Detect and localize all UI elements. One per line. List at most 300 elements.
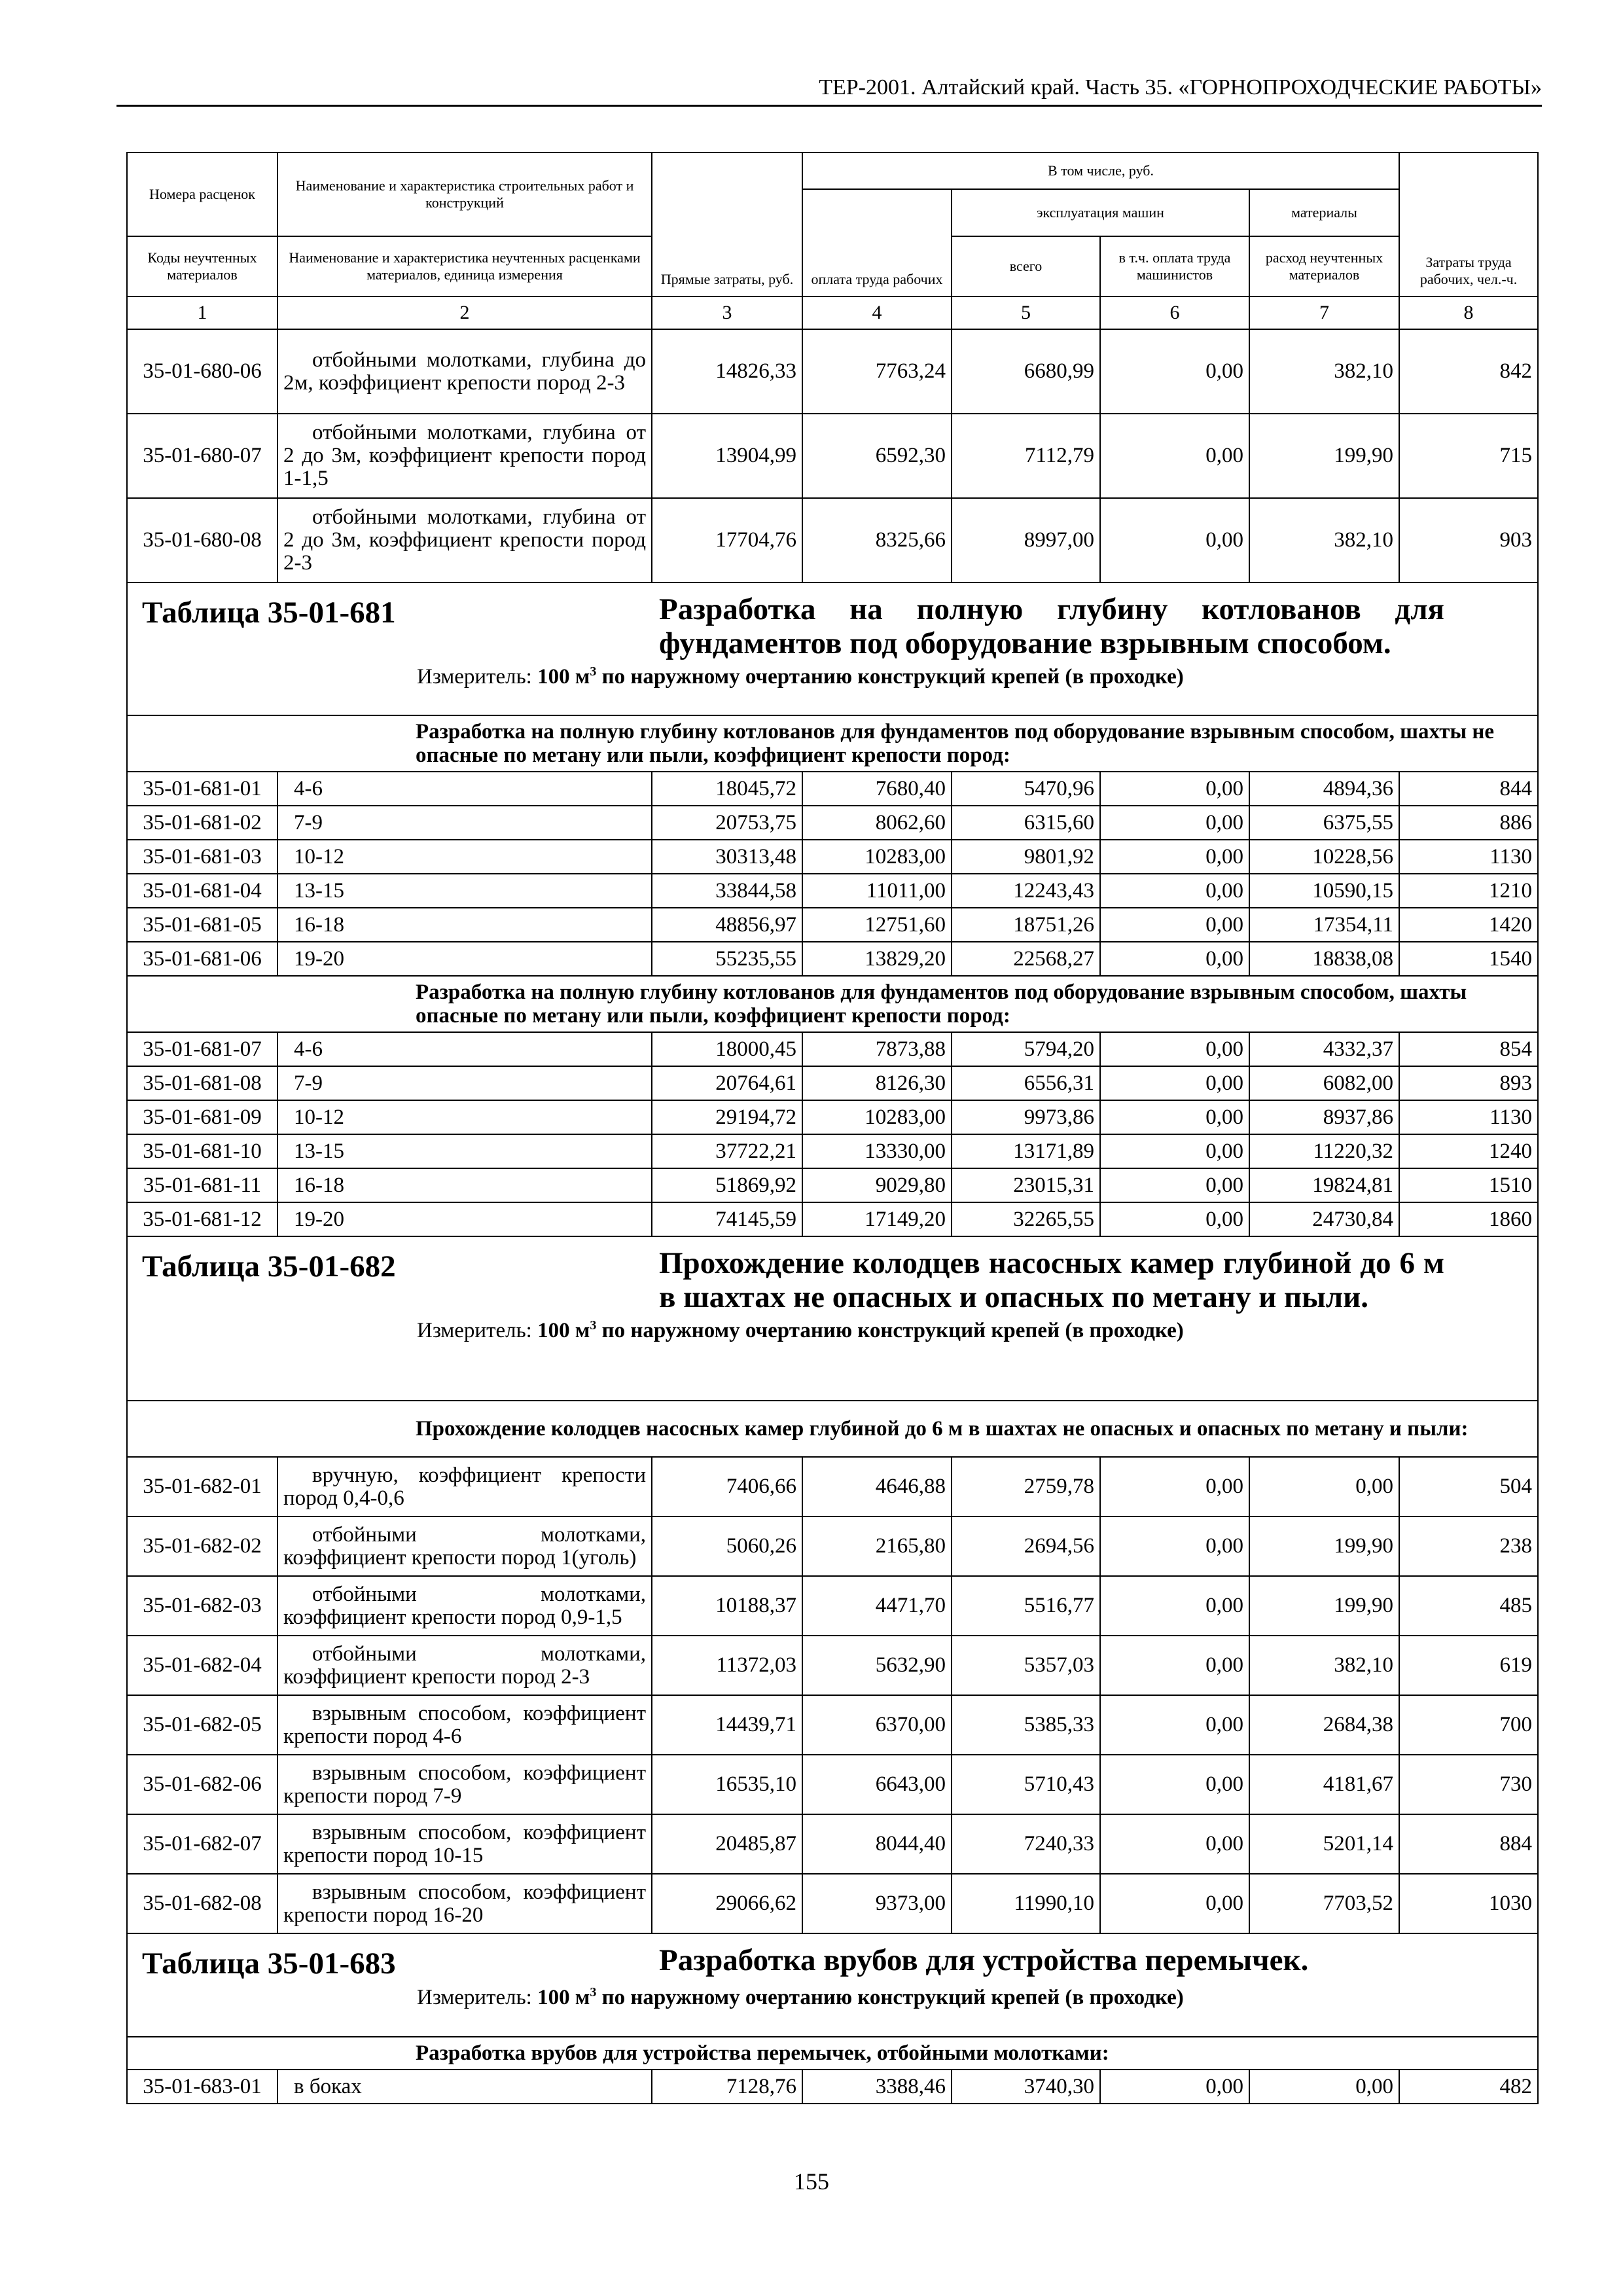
labor-hours: 482 bbox=[1399, 2070, 1538, 2104]
materials-cost: 5201,14 bbox=[1249, 1814, 1399, 1874]
column-numbers-row bbox=[127, 296, 1538, 329]
work-description-text: 13-15 bbox=[294, 878, 344, 903]
table-row bbox=[127, 1814, 1538, 1874]
direct-cost: 7128,76 bbox=[652, 2070, 802, 2104]
labor-hours: 238 bbox=[1399, 1516, 1538, 1576]
materials-cost: 4332,37 bbox=[1249, 1032, 1399, 1066]
work-description-text: 16-18 bbox=[294, 912, 344, 937]
col2-top-header: Наименование и характеристика строительных работ и конструкций bbox=[277, 152, 652, 236]
table-header bbox=[127, 152, 1538, 329]
work-description-text: 7-9 bbox=[294, 810, 323, 834]
work-description bbox=[277, 414, 652, 498]
materials-cost: 11220,32 bbox=[1249, 1134, 1399, 1168]
materials-header: материалы bbox=[1249, 189, 1399, 236]
operator-labor-cost: 0,00 bbox=[1100, 1814, 1249, 1874]
rate-code: 35-01-681-07 bbox=[127, 1032, 277, 1066]
labor-cost: 7873,88 bbox=[802, 1032, 952, 1066]
table-row bbox=[127, 806, 1538, 840]
table-row bbox=[127, 2070, 1538, 2104]
materials-cost: 7703,52 bbox=[1249, 1874, 1399, 1933]
labor-hours: 886 bbox=[1399, 806, 1538, 840]
table-title-row bbox=[127, 1236, 1538, 1401]
rate-code: 35-01-682-02 bbox=[127, 1516, 277, 1576]
operator-labor-cost: 0,00 bbox=[1100, 1457, 1249, 1516]
direct-cost: 55235,55 bbox=[652, 942, 802, 976]
subheading: Разработка врубов для устройства перемычек, отбойными молотками: bbox=[127, 2037, 1538, 2070]
labor-hours: 1860 bbox=[1399, 1202, 1538, 1236]
column-number: 2 bbox=[277, 296, 652, 329]
labor-cost: 8325,66 bbox=[802, 498, 952, 583]
materials-cost: 2684,38 bbox=[1249, 1695, 1399, 1755]
col7-header: расход неучтенных материалов bbox=[1249, 236, 1399, 296]
work-description bbox=[277, 874, 652, 908]
work-description bbox=[277, 1516, 652, 1576]
table-title-cell bbox=[127, 583, 1538, 715]
operator-labor-cost: 0,00 bbox=[1100, 1066, 1249, 1100]
table-row bbox=[127, 874, 1538, 908]
materials-cost: 10590,15 bbox=[1249, 874, 1399, 908]
work-description bbox=[277, 2070, 652, 2104]
measure-unit bbox=[537, 1319, 1184, 1342]
materials-cost: 199,90 bbox=[1249, 1576, 1399, 1636]
work-description bbox=[277, 1066, 652, 1100]
operator-labor-cost: 0,00 bbox=[1100, 2070, 1249, 2104]
machine-cost: 6315,60 bbox=[952, 806, 1100, 840]
materials-cost: 6375,55 bbox=[1249, 806, 1399, 840]
work-description bbox=[277, 1134, 652, 1168]
measure-rest: по наружному очертанию конструкций крепей (в проходке) bbox=[601, 665, 1184, 689]
work-description-text: в боках bbox=[294, 2074, 362, 2098]
subheading: Разработка на полную глубину котлованов для фундаментов под оборудование взрывным способом, шахты опасные по метану или пыли, коэффициент крепости пород: bbox=[127, 976, 1538, 1032]
labor-cost: 6370,00 bbox=[802, 1695, 952, 1755]
operator-labor-cost: 0,00 bbox=[1100, 1032, 1249, 1066]
incl-header: В том числе, руб. bbox=[802, 152, 1399, 189]
rate-code: 35-01-682-06 bbox=[127, 1755, 277, 1814]
machine-cost: 5794,20 bbox=[952, 1032, 1100, 1066]
work-description-text: взрывным способом, коэффициент крепости пород 7-9 bbox=[283, 1761, 646, 1808]
table-row bbox=[127, 1168, 1538, 1202]
labor-cost: 6643,00 bbox=[802, 1755, 952, 1814]
direct-cost: 16535,10 bbox=[652, 1755, 802, 1814]
rate-code: 35-01-681-02 bbox=[127, 806, 277, 840]
labor-hours: 903 bbox=[1399, 498, 1538, 583]
table-title-cell bbox=[127, 1933, 1538, 2037]
work-description-text: отбойными молотками, коэффициент крепости пород 0,9-1,5 bbox=[283, 1582, 646, 1629]
measure-line bbox=[142, 1981, 1532, 2013]
direct-cost: 10188,37 bbox=[652, 1576, 802, 1636]
rate-code: 35-01-681-06 bbox=[127, 942, 277, 976]
direct-cost: 7406,66 bbox=[652, 1457, 802, 1516]
labor-cost: 13330,00 bbox=[802, 1134, 952, 1168]
operator-labor-cost: 0,00 bbox=[1100, 840, 1249, 874]
labor-cost: 2165,80 bbox=[802, 1516, 952, 1576]
machine-cost: 5385,33 bbox=[952, 1695, 1100, 1755]
labor-cost: 11011,00 bbox=[802, 874, 952, 908]
rate-code: 35-01-681-04 bbox=[127, 874, 277, 908]
labor-hours: 893 bbox=[1399, 1066, 1538, 1100]
operator-labor-cost: 0,00 bbox=[1100, 414, 1249, 498]
running-header: ТЕР-2001. Алтайский край. Часть 35. «ГОРНОПРОХОДЧЕСКИЕ РАБОТЫ» bbox=[116, 71, 1542, 107]
work-description bbox=[277, 908, 652, 942]
machines-header: эксплуатация машин bbox=[952, 189, 1249, 236]
machine-cost: 5470,96 bbox=[952, 772, 1100, 806]
table-row bbox=[127, 1636, 1538, 1695]
labor-hours: 1030 bbox=[1399, 1874, 1538, 1933]
table-row bbox=[127, 1874, 1538, 1933]
direct-cost: 17704,76 bbox=[652, 498, 802, 583]
table-row bbox=[127, 1100, 1538, 1134]
measure-value: 100 м bbox=[537, 1319, 590, 1342]
operator-labor-cost: 0,00 bbox=[1100, 874, 1249, 908]
rate-code: 35-01-681-05 bbox=[127, 908, 277, 942]
table-row bbox=[127, 498, 1538, 583]
materials-cost: 0,00 bbox=[1249, 2070, 1399, 2104]
table-number: Таблица 35-01-683 bbox=[142, 1946, 396, 1981]
work-description-text: 19-20 bbox=[294, 946, 344, 971]
labor-hours: 842 bbox=[1399, 329, 1538, 414]
rate-code: 35-01-682-08 bbox=[127, 1874, 277, 1933]
rate-code: 35-01-681-12 bbox=[127, 1202, 277, 1236]
labor-cost: 8044,40 bbox=[802, 1814, 952, 1874]
labor-hours: 715 bbox=[1399, 414, 1538, 498]
col2-bottom-header: Наименование и характеристика неучтенных расценками материалов, единица измерения bbox=[277, 236, 652, 296]
column-number: 7 bbox=[1249, 296, 1399, 329]
operator-labor-cost: 0,00 bbox=[1100, 1100, 1249, 1134]
table-row bbox=[127, 772, 1538, 806]
work-description-text: отбойными молотками, коэффициент крепости пород 2-3 bbox=[283, 1641, 646, 1689]
direct-cost: 13904,99 bbox=[652, 414, 802, 498]
labor-hours: 504 bbox=[1399, 1457, 1538, 1516]
table-row bbox=[127, 840, 1538, 874]
rate-code: 35-01-681-03 bbox=[127, 840, 277, 874]
machine-cost: 3740,30 bbox=[952, 2070, 1100, 2104]
labor-cost: 12751,60 bbox=[802, 908, 952, 942]
table-row bbox=[127, 1695, 1538, 1755]
materials-cost: 19824,81 bbox=[1249, 1168, 1399, 1202]
labor-cost: 9029,80 bbox=[802, 1168, 952, 1202]
table-row bbox=[127, 1755, 1538, 1814]
work-description-text: вручную, коэффициент крепости пород 0,4-0,6 bbox=[283, 1463, 646, 1510]
measure-unit bbox=[537, 1986, 1184, 2009]
direct-cost: 11372,03 bbox=[652, 1636, 802, 1695]
operator-labor-cost: 0,00 bbox=[1100, 1202, 1249, 1236]
work-description bbox=[277, 1695, 652, 1755]
subheading-row bbox=[127, 976, 1538, 1032]
operator-labor-cost: 0,00 bbox=[1100, 1636, 1249, 1695]
direct-cost: 29194,72 bbox=[652, 1100, 802, 1134]
labor-hours: 1210 bbox=[1399, 874, 1538, 908]
machine-cost: 32265,55 bbox=[952, 1202, 1100, 1236]
table-number: Таблица 35-01-682 bbox=[142, 1249, 396, 1283]
table-row bbox=[127, 1516, 1538, 1576]
machine-cost: 23015,31 bbox=[952, 1168, 1100, 1202]
materials-cost: 6082,00 bbox=[1249, 1066, 1399, 1100]
work-description bbox=[277, 1032, 652, 1066]
machine-cost: 7112,79 bbox=[952, 414, 1100, 498]
labor-cost: 9373,00 bbox=[802, 1874, 952, 1933]
col5-header: всего bbox=[952, 236, 1100, 296]
work-description bbox=[277, 498, 652, 583]
work-description bbox=[277, 1636, 652, 1695]
labor-hours: 730 bbox=[1399, 1755, 1538, 1814]
materials-cost: 18838,08 bbox=[1249, 942, 1399, 976]
machine-cost: 5516,77 bbox=[952, 1576, 1100, 1636]
work-description bbox=[277, 1202, 652, 1236]
page-number: 155 bbox=[794, 2168, 829, 2195]
materials-cost: 4181,67 bbox=[1249, 1755, 1399, 1814]
measure-label: Измеритель: bbox=[417, 665, 532, 689]
labor-hours: 884 bbox=[1399, 1814, 1538, 1874]
labor-hours: 854 bbox=[1399, 1032, 1538, 1066]
materials-cost: 8937,86 bbox=[1249, 1100, 1399, 1134]
table-row bbox=[127, 908, 1538, 942]
table-title: Разработка врубов для устройства перемычек. bbox=[659, 1943, 1309, 1977]
work-description bbox=[277, 1874, 652, 1933]
table-row bbox=[127, 1457, 1538, 1516]
labor-hours: 485 bbox=[1399, 1576, 1538, 1636]
direct-cost: 33844,58 bbox=[652, 874, 802, 908]
table-title-cell bbox=[127, 1236, 1538, 1401]
labor-hours: 619 bbox=[1399, 1636, 1538, 1695]
table-title-block bbox=[142, 592, 1532, 660]
direct-cost: 20753,75 bbox=[652, 806, 802, 840]
work-description-text: 4-6 bbox=[294, 776, 323, 800]
direct-cost: 20485,87 bbox=[652, 1814, 802, 1874]
rate-code: 35-01-681-08 bbox=[127, 1066, 277, 1100]
machine-cost: 8997,00 bbox=[952, 498, 1100, 583]
labor-cost: 6592,30 bbox=[802, 414, 952, 498]
col8-header: Затраты труда рабочих, чел.-ч. bbox=[1399, 152, 1538, 296]
direct-cost: 14826,33 bbox=[652, 329, 802, 414]
table-row bbox=[127, 1066, 1538, 1100]
column-number: 1 bbox=[127, 296, 277, 329]
labor-cost: 4646,88 bbox=[802, 1457, 952, 1516]
measure-unit bbox=[537, 665, 1184, 689]
labor-cost: 7680,40 bbox=[802, 772, 952, 806]
section-683 bbox=[127, 1933, 1538, 2104]
direct-cost: 5060,26 bbox=[652, 1516, 802, 1576]
labor-cost: 4471,70 bbox=[802, 1576, 952, 1636]
table-row bbox=[127, 1134, 1538, 1168]
materials-cost: 24730,84 bbox=[1249, 1202, 1399, 1236]
direct-cost: 18000,45 bbox=[652, 1032, 802, 1066]
labor-cost: 8126,30 bbox=[802, 1066, 952, 1100]
rate-code: 35-01-682-01 bbox=[127, 1457, 277, 1516]
work-description bbox=[277, 329, 652, 414]
rate-code: 35-01-682-05 bbox=[127, 1695, 277, 1755]
machine-cost: 22568,27 bbox=[952, 942, 1100, 976]
direct-cost: 29066,62 bbox=[652, 1874, 802, 1933]
machine-cost: 9801,92 bbox=[952, 840, 1100, 874]
table-title-row bbox=[127, 1933, 1538, 2037]
work-description bbox=[277, 1168, 652, 1202]
col3-header: Прямые затраты, руб. bbox=[652, 152, 802, 296]
machine-cost: 18751,26 bbox=[952, 908, 1100, 942]
work-description-text: 7-9 bbox=[294, 1071, 323, 1095]
labor-hours: 1130 bbox=[1399, 1100, 1538, 1134]
materials-cost: 10228,56 bbox=[1249, 840, 1399, 874]
materials-cost: 382,10 bbox=[1249, 1636, 1399, 1695]
measure-label: Измеритель: bbox=[417, 1319, 532, 1342]
measure-value: 100 м bbox=[537, 665, 590, 689]
labor-hours: 1240 bbox=[1399, 1134, 1538, 1168]
operator-labor-cost: 0,00 bbox=[1100, 1755, 1249, 1814]
machine-cost: 12243,43 bbox=[952, 874, 1100, 908]
table-row bbox=[127, 329, 1538, 414]
rate-code: 35-01-681-09 bbox=[127, 1100, 277, 1134]
rate-code: 35-01-680-06 bbox=[127, 329, 277, 414]
section-682 bbox=[127, 1236, 1538, 1933]
machine-cost: 9973,86 bbox=[952, 1100, 1100, 1134]
rate-code: 35-01-682-04 bbox=[127, 1636, 277, 1695]
table-row bbox=[127, 414, 1538, 498]
rates-table bbox=[126, 152, 1539, 2104]
work-description-text: отбойными молотками, глубина до 2м, коэффициент крепости пород 2-3 bbox=[283, 348, 646, 395]
materials-cost: 4894,36 bbox=[1249, 772, 1399, 806]
materials-cost: 382,10 bbox=[1249, 498, 1399, 583]
machine-cost: 13171,89 bbox=[952, 1134, 1100, 1168]
col1-bottom-header: Коды неучтенных материалов bbox=[127, 236, 277, 296]
machine-cost: 2759,78 bbox=[952, 1457, 1100, 1516]
measure-value: 100 м bbox=[537, 1986, 590, 2009]
rate-code: 35-01-681-10 bbox=[127, 1134, 277, 1168]
operator-labor-cost: 0,00 bbox=[1100, 1516, 1249, 1576]
subheading-row bbox=[127, 1401, 1538, 1457]
work-description bbox=[277, 840, 652, 874]
rate-code: 35-01-682-03 bbox=[127, 1576, 277, 1636]
machine-cost: 11990,10 bbox=[952, 1874, 1100, 1933]
measure-label: Измеритель: bbox=[417, 1986, 532, 2009]
work-description-text: взрывным способом, коэффициент крепости пород 4-6 bbox=[283, 1701, 646, 1748]
machine-cost: 5357,03 bbox=[952, 1636, 1100, 1695]
machine-cost: 7240,33 bbox=[952, 1814, 1100, 1874]
work-description-text: отбойными молотками, глубина от 2 до 3м, коэффициент крепости пород 2-3 bbox=[283, 505, 646, 575]
measure-exponent: 3 bbox=[590, 664, 597, 679]
subheading: Прохождение колодцев насосных камер глубиной до 6 м в шахтах не опасных и опасных по метану и пыли: bbox=[127, 1401, 1538, 1457]
col1-top-header: Номера расценок bbox=[127, 152, 277, 236]
rate-code: 35-01-681-11 bbox=[127, 1168, 277, 1202]
labor-cost: 3388,46 bbox=[802, 2070, 952, 2104]
work-description bbox=[277, 1100, 652, 1134]
rate-code: 35-01-680-08 bbox=[127, 498, 277, 583]
labor-cost: 7763,24 bbox=[802, 329, 952, 414]
rate-code: 35-01-680-07 bbox=[127, 414, 277, 498]
labor-cost: 17149,20 bbox=[802, 1202, 952, 1236]
measure-rest: по наружному очертанию конструкций крепей (в проходке) bbox=[601, 1319, 1184, 1342]
measure-rest: по наружному очертанию конструкций крепей (в проходке) bbox=[601, 1986, 1184, 2009]
table-number: Таблица 35-01-681 bbox=[142, 596, 396, 630]
col6-header: в т.ч. оплата труда машинистов bbox=[1100, 236, 1249, 296]
operator-labor-cost: 0,00 bbox=[1100, 1134, 1249, 1168]
work-description-text: 13-15 bbox=[294, 1139, 344, 1163]
column-number: 3 bbox=[652, 296, 802, 329]
operator-labor-cost: 0,00 bbox=[1100, 1168, 1249, 1202]
direct-cost: 37722,21 bbox=[652, 1134, 802, 1168]
materials-cost: 199,90 bbox=[1249, 414, 1399, 498]
direct-cost: 51869,92 bbox=[652, 1168, 802, 1202]
rate-code: 35-01-683-01 bbox=[127, 2070, 277, 2104]
table-row bbox=[127, 942, 1538, 976]
labor-hours: 1130 bbox=[1399, 840, 1538, 874]
operator-labor-cost: 0,00 bbox=[1100, 329, 1249, 414]
machine-cost: 5710,43 bbox=[952, 1755, 1100, 1814]
work-description bbox=[277, 1457, 652, 1516]
work-description bbox=[277, 1755, 652, 1814]
operator-labor-cost: 0,00 bbox=[1100, 1576, 1249, 1636]
direct-cost: 48856,97 bbox=[652, 908, 802, 942]
machine-cost: 2694,56 bbox=[952, 1516, 1100, 1576]
table-title-row bbox=[127, 583, 1538, 715]
rate-code: 35-01-681-01 bbox=[127, 772, 277, 806]
work-description bbox=[277, 772, 652, 806]
labor-cost: 8062,60 bbox=[802, 806, 952, 840]
work-description-text: взрывным способом, коэффициент крепости пород 16-20 bbox=[283, 1880, 646, 1927]
column-number: 6 bbox=[1100, 296, 1249, 329]
table-row bbox=[127, 1202, 1538, 1236]
column-number: 5 bbox=[952, 296, 1100, 329]
subheading: Разработка на полную глубину котлованов для фундаментов под оборудование взрывным способом, шахты не опасные по метану или пыли, коэффициент крепости пород: bbox=[127, 715, 1538, 772]
operator-labor-cost: 0,00 bbox=[1100, 498, 1249, 583]
measure-line bbox=[142, 660, 1532, 692]
labor-cost: 13829,20 bbox=[802, 942, 952, 976]
operator-labor-cost: 0,00 bbox=[1100, 908, 1249, 942]
materials-cost: 382,10 bbox=[1249, 329, 1399, 414]
work-description-text: отбойными молотками, коэффициент крепости пород 1(уголь) bbox=[283, 1522, 646, 1570]
table-row bbox=[127, 1576, 1538, 1636]
subheading-row bbox=[127, 715, 1538, 772]
work-description bbox=[277, 1576, 652, 1636]
column-number: 8 bbox=[1399, 296, 1538, 329]
measure-line bbox=[142, 1314, 1532, 1346]
work-description-text: 10-12 bbox=[294, 1105, 344, 1129]
work-description bbox=[277, 1814, 652, 1874]
machine-cost: 6680,99 bbox=[952, 329, 1100, 414]
labor-hours: 700 bbox=[1399, 1695, 1538, 1755]
direct-cost: 14439,71 bbox=[652, 1695, 802, 1755]
operator-labor-cost: 0,00 bbox=[1100, 942, 1249, 976]
operator-labor-cost: 0,00 bbox=[1100, 1874, 1249, 1933]
col4-header: оплата труда рабочих bbox=[802, 189, 952, 296]
measure-exponent: 3 bbox=[590, 1985, 597, 2000]
operator-labor-cost: 0,00 bbox=[1100, 1695, 1249, 1755]
measure-exponent: 3 bbox=[590, 1318, 597, 1333]
machine-cost: 6556,31 bbox=[952, 1066, 1100, 1100]
labor-cost: 5632,90 bbox=[802, 1636, 952, 1695]
work-description-text: отбойными молотками, глубина от 2 до 3м, коэффициент крепости пород 1-1,5 bbox=[283, 421, 646, 490]
column-number: 4 bbox=[802, 296, 952, 329]
work-description bbox=[277, 806, 652, 840]
table-title-block bbox=[142, 1246, 1532, 1314]
labor-cost: 10283,00 bbox=[802, 1100, 952, 1134]
operator-labor-cost: 0,00 bbox=[1100, 772, 1249, 806]
table-title: Прохождение колодцев насосных камер глубиной до 6 м в шахтах не опасных и опасных по метану и пыли. bbox=[659, 1246, 1444, 1314]
section-681 bbox=[127, 583, 1538, 1236]
work-description bbox=[277, 942, 652, 976]
work-description-text: 10-12 bbox=[294, 844, 344, 869]
direct-cost: 30313,48 bbox=[652, 840, 802, 874]
operator-labor-cost: 0,00 bbox=[1100, 806, 1249, 840]
labor-hours: 844 bbox=[1399, 772, 1538, 806]
labor-hours: 1540 bbox=[1399, 942, 1538, 976]
work-description-text: 19-20 bbox=[294, 1207, 344, 1231]
materials-cost: 199,90 bbox=[1249, 1516, 1399, 1576]
table-title-block bbox=[142, 1943, 1532, 1981]
direct-cost: 18045,72 bbox=[652, 772, 802, 806]
table-title: Разработка на полную глубину котлованов для фундаментов под оборудование взрывным способом. bbox=[659, 592, 1444, 660]
rate-code: 35-01-682-07 bbox=[127, 1814, 277, 1874]
direct-cost: 74145,59 bbox=[652, 1202, 802, 1236]
work-description-text: взрывным способом, коэффициент крепости пород 10-15 bbox=[283, 1820, 646, 1867]
